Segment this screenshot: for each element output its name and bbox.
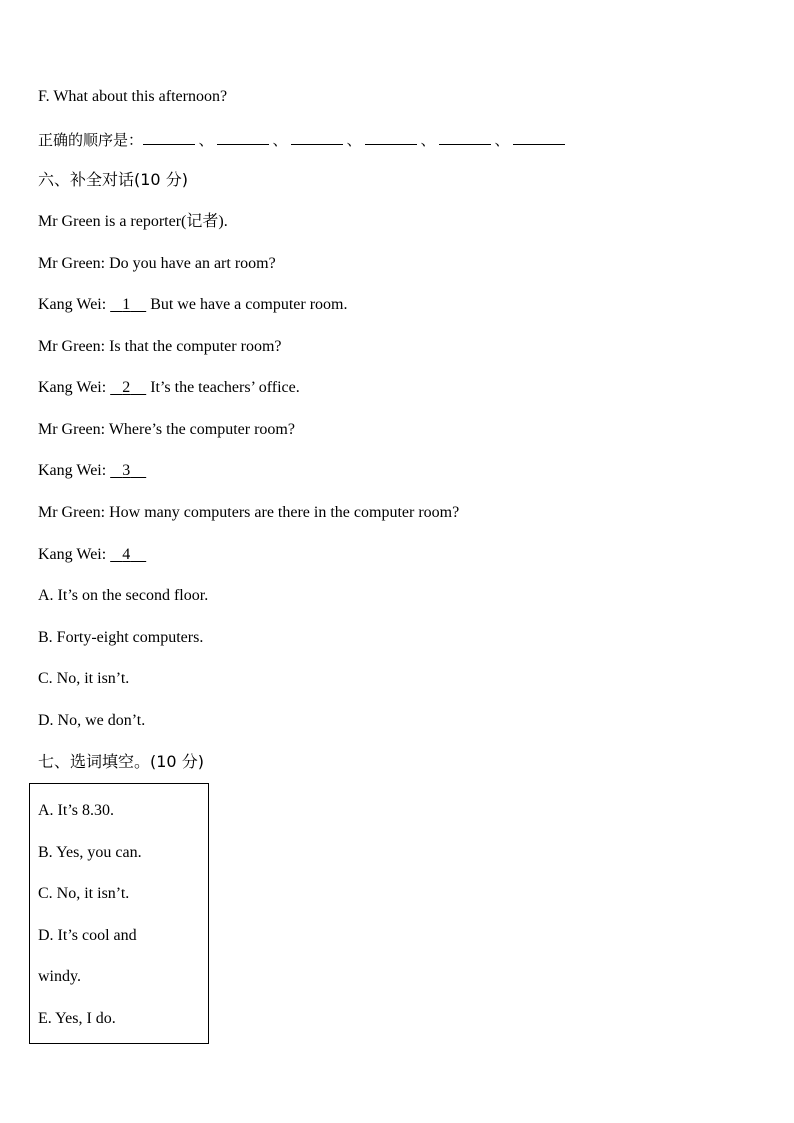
dialogue-text: Is that the computer room? [109, 338, 282, 355]
box-option-b: B. Yes, you can. [38, 844, 142, 861]
section6-heading: 六、补全对话(10 分) [38, 170, 188, 189]
speaker: Kang Wei: [38, 546, 107, 563]
order-label: 正确的顺序是： [38, 131, 144, 149]
order-blank-6 [513, 130, 565, 145]
order-blank-3 [291, 130, 343, 145]
dialogue-intro: Mr Green is a reporter(记者). [38, 213, 228, 230]
box-option-e: E. Yes, I do. [38, 1010, 116, 1027]
options-box [29, 783, 209, 1044]
order-blank-4 [365, 130, 417, 145]
dialogue-line-2 [38, 295, 347, 315]
speaker: Mr Green: [38, 255, 106, 272]
dialogue-text: Where’s the computer room? [108, 421, 295, 438]
speaker: Mr Green: [38, 338, 106, 355]
answer-blank [110, 461, 146, 481]
blank-number: 4 [122, 546, 131, 563]
dialogue-line-4 [38, 378, 300, 398]
speaker: Kang Wei: [38, 296, 107, 313]
dialogue-text: How many computers are there in the computer room? [109, 504, 460, 521]
order-answer-line [38, 130, 565, 150]
dialogue-line-1 [38, 254, 276, 274]
option-d: D. No, we don’t. [38, 712, 146, 729]
box-option-a: A. It’s 8.30. [38, 802, 114, 819]
speaker: Kang Wei: [38, 462, 107, 479]
box-option-c: C. No, it isn’t. [38, 885, 130, 902]
speaker: Mr Green: [38, 421, 106, 438]
box-option-d: D. It’s cool and [38, 927, 137, 944]
dialogue-line-7 [38, 503, 459, 523]
dialogue-text: Do you have an art room? [109, 255, 276, 272]
dialogue-text: But we have a computer room. [150, 296, 348, 313]
option-f: F. What about this afternoon? [38, 88, 228, 105]
option-c: C. No, it isn’t. [38, 670, 130, 687]
blank-number: 2 [122, 379, 131, 396]
order-blank-5 [439, 130, 491, 145]
answer-blank [110, 295, 146, 315]
order-separator: 、 [346, 131, 362, 149]
answer-blank [110, 545, 146, 565]
answer-blank [110, 378, 146, 398]
dialogue-line-8 [38, 545, 146, 565]
dialogue-text: It’s the teachers’ office. [150, 379, 300, 396]
order-separator: 、 [272, 131, 288, 149]
dialogue-line-3 [38, 337, 281, 357]
dialogue-line-5 [38, 420, 295, 440]
option-b: B. Forty-eight computers. [38, 629, 204, 646]
order-separator: 、 [420, 131, 436, 149]
blank-number: 1 [122, 296, 131, 313]
blank-number: 3 [122, 462, 131, 479]
order-blank-2 [217, 130, 269, 145]
section7-heading: 七、选词填空。(10 分) [38, 752, 204, 771]
order-separator: 、 [494, 131, 510, 149]
box-option-d-cont: windy. [38, 968, 81, 985]
speaker: Mr Green: [38, 504, 106, 521]
order-blank-1 [143, 130, 195, 145]
option-a: A. It’s on the second floor. [38, 587, 209, 604]
dialogue-line-6 [38, 461, 146, 481]
order-separator: 、 [198, 131, 214, 149]
speaker: Kang Wei: [38, 379, 107, 396]
